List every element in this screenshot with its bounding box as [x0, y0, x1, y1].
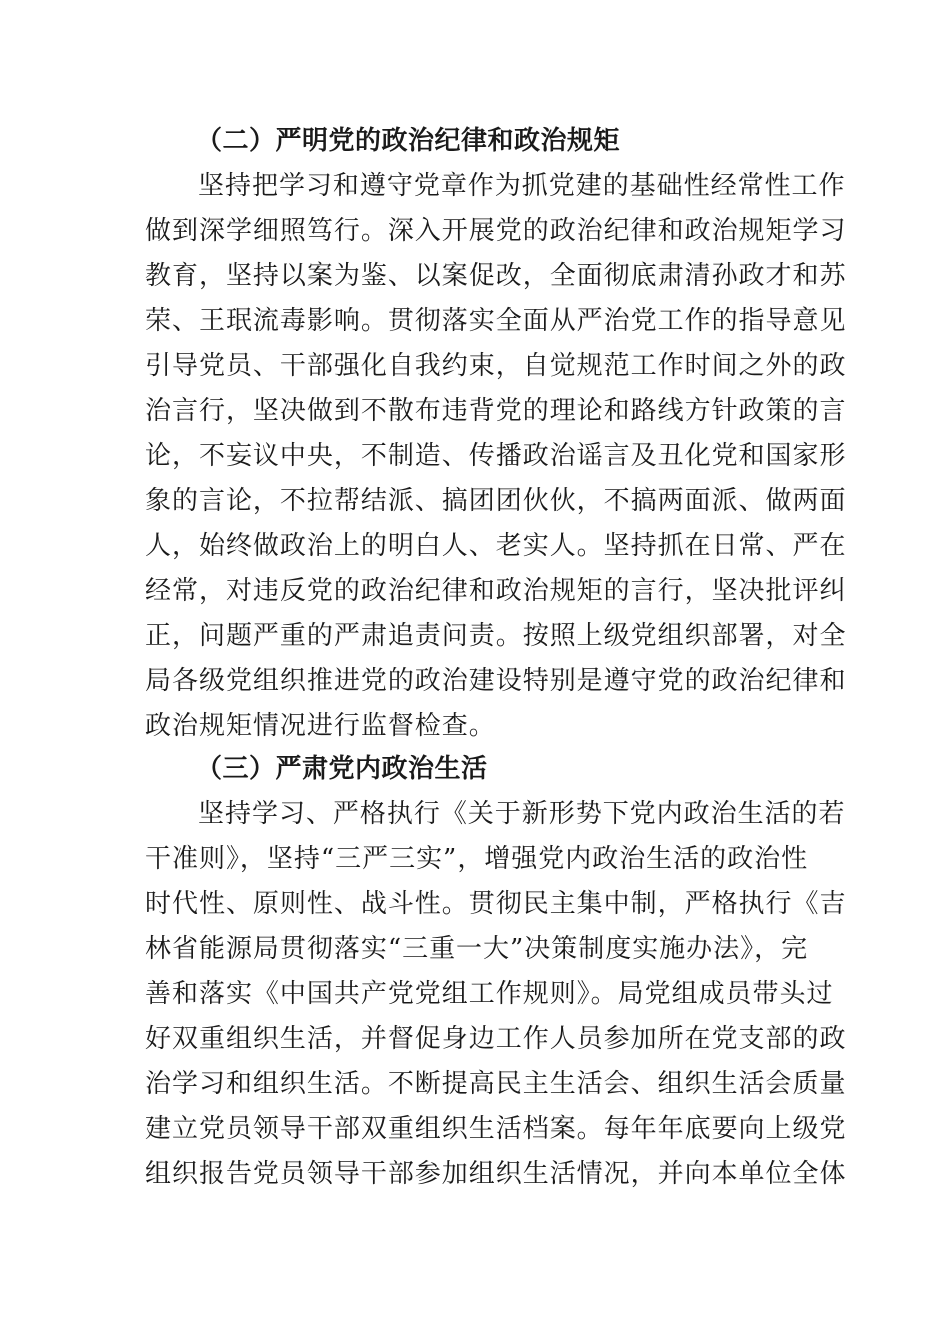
- paragraph-line: 象的言论，不拉帮结派、搞团团伙伙，不搞两面派、做两面: [145, 486, 847, 516]
- paragraph-line: 正，问题严重的严肃追责问责。按照上级党组织部署，对全: [145, 621, 847, 651]
- paragraph-line: 论，不妄议中央，不制造、传播政治谣言及丑化党和国家形: [145, 441, 847, 471]
- paragraph-line: 治学习和组织生活。不断提高民主生活会、组织生活会质量: [145, 1069, 847, 1099]
- paragraph-line: 教育，坚持以案为鉴、以案促改，全面彻底肃清孙政才和苏: [145, 261, 847, 291]
- paragraph-line: 组织报告党员领导干部参加组织生活情况，并向本单位全体: [145, 1159, 847, 1189]
- paragraph-line: 时代性、原则性、战斗性。贯彻民主集中制，严格执行《吉: [145, 889, 847, 919]
- paragraph-line: 做到深学细照笃行。深入开展党的政治纪律和政治规矩学习: [145, 216, 847, 246]
- paragraph-line: 引导党员、干部强化自我约束，自觉规范工作时间之外的政: [145, 351, 847, 381]
- paragraph-line: 干准则》，坚持“三严三实”，增强党内政治生活的政治性: [145, 844, 809, 874]
- section-heading-3: （三）严肃党内政治生活: [196, 754, 488, 784]
- paragraph-line: 经常，对违反党的政治纪律和政治规矩的言行，坚决批评纠: [145, 576, 847, 606]
- paragraph-line: 建立党员领导干部双重组织生活档案。每年年底要向上级党: [145, 1114, 847, 1144]
- paragraph-line: 荣、王珉流毒影响。贯彻落实全面从严治党工作的指导意见: [145, 306, 847, 336]
- paragraph-line: 林省能源局贯彻落实“三重一大”决策制度实施办法》，完: [145, 934, 809, 964]
- paragraph-line: 治言行，坚决做到不散布违背党的理论和路线方针政策的言: [145, 396, 847, 426]
- paragraph-line: 坚持把学习和遵守党章作为抓党建的基础性经常性工作: [198, 171, 846, 201]
- paragraph-line: 人，始终做政治上的明白人、老实人。坚持抓在日常、严在: [145, 531, 847, 561]
- paragraph-line: 善和落实《中国共产党党组工作规则》。局党组成员带头过: [145, 979, 834, 1009]
- paragraph-line: 局各级党组织推进党的政治建设特别是遵守党的政治纪律和: [145, 666, 847, 696]
- section-heading-2: （二）严明党的政治纪律和政治规矩: [196, 126, 621, 156]
- paragraph-line: 好双重组织生活，并督促身边工作人员参加所在党支部的政: [145, 1024, 847, 1054]
- paragraph-line: 坚持学习、严格执行《关于新形势下党内政治生活的若: [198, 799, 846, 829]
- paragraph-line: 政治规矩情况进行监督检查。: [145, 711, 496, 741]
